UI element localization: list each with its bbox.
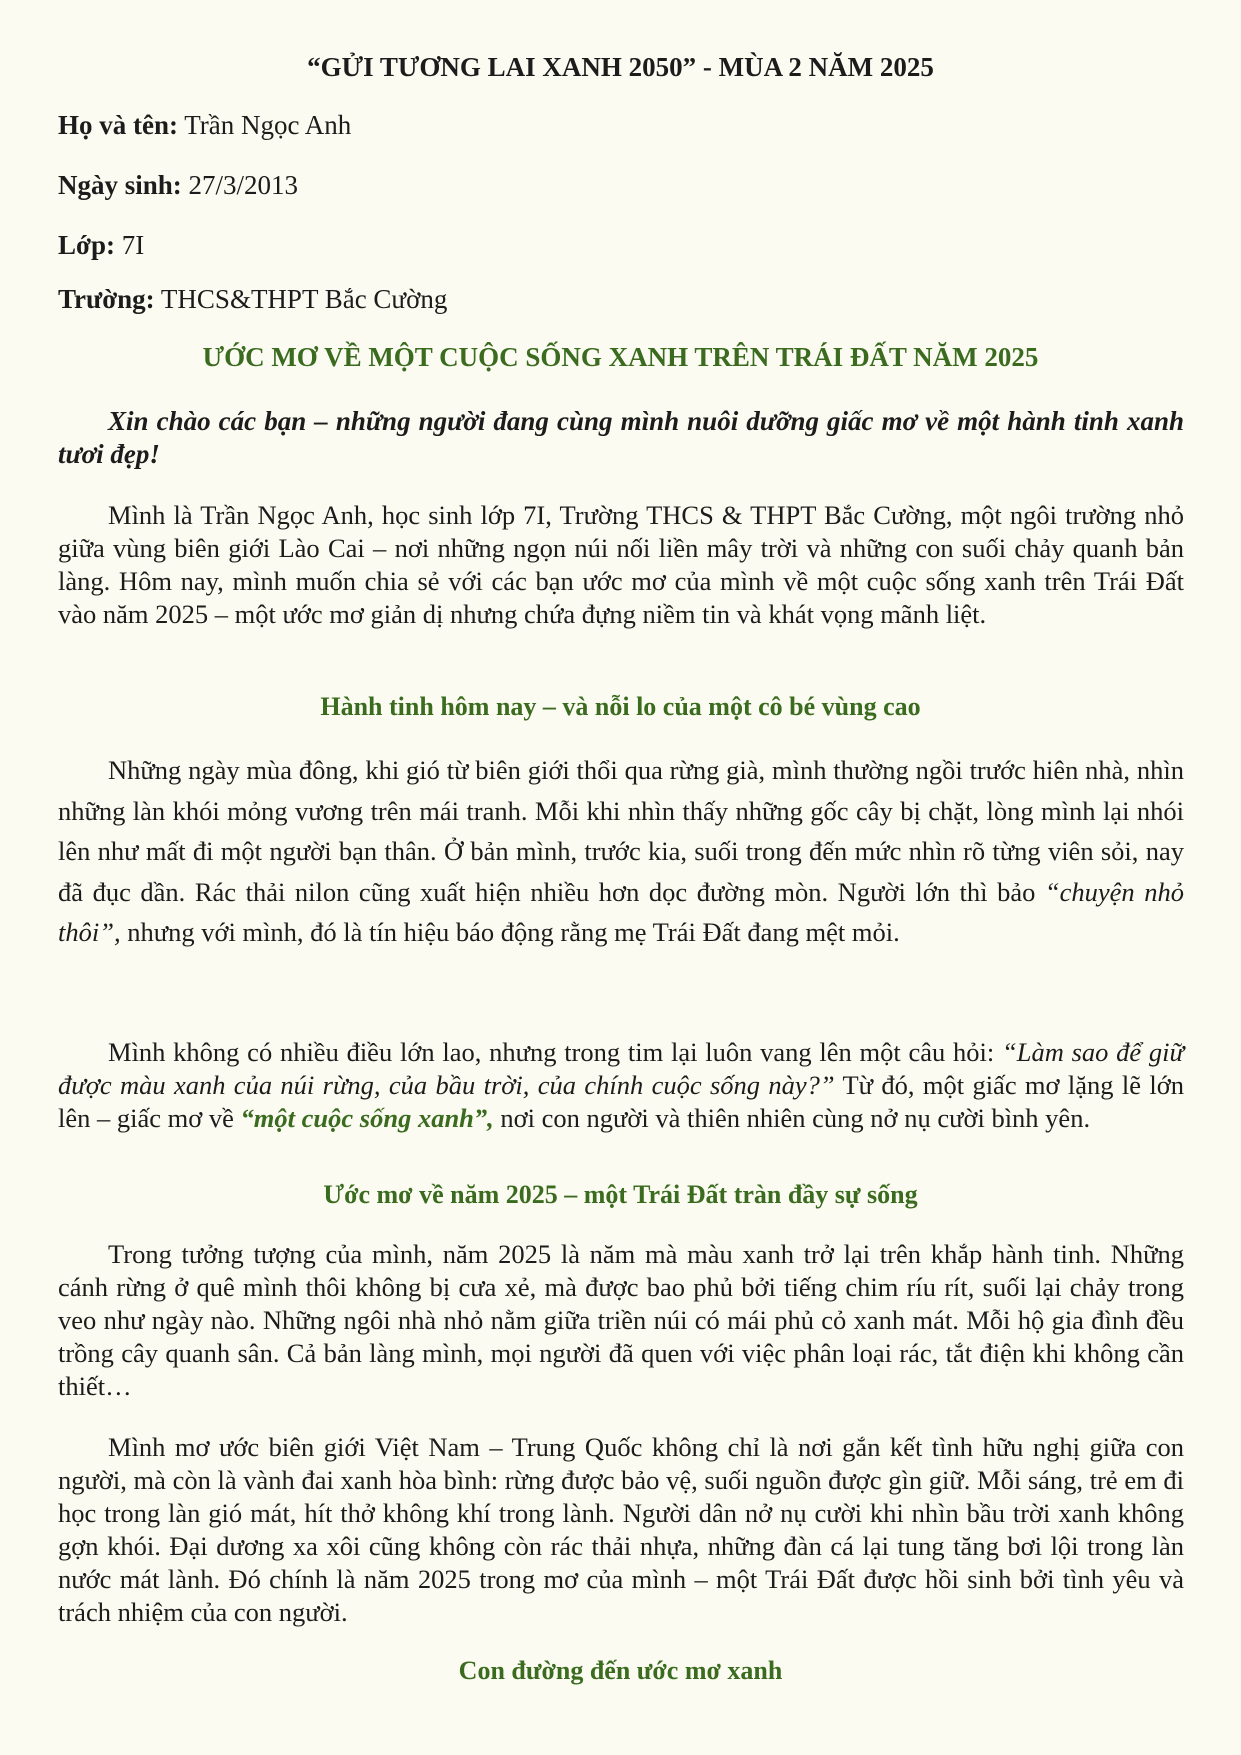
info-class [58, 230, 144, 261]
info-label: Họ và tên: [58, 110, 178, 140]
quote-text: “Làm sao để giữ được màu xanh của núi rừng, của bầu trời, của chính cuộc sống này?” [58, 1037, 1184, 1100]
text-run: nhưng với mình, đó là tín hiệu báo động rằng mẹ Trái Đất đang mệt mỏi. [120, 917, 900, 947]
info-value: 7I [121, 230, 145, 260]
info-birthdate [58, 170, 298, 201]
text-run: Từ đó, một giấc mơ lặng lẽ lớn lên – giấc mơ về [58, 1070, 1184, 1133]
section1-paragraph-1 [58, 750, 1184, 953]
text-run: Những ngày mùa đông, khi gió từ biên giới thổi qua rừng già, mình thường ngồi trước hiên nhà, nhìn những làn khói mỏng vương trên mái tranh. Mỗi khi nhìn thấy những gốc cây bị chặt, lòng mình lại nhói lên như mất đi một người bạn thân. Ở bản mình, trước kia, suối trong đến mức nhìn rõ từng viên sỏi, nay đã đục dần. Rác thải nilon cũng xuất hiện nhiều hơn dọc đường mòn. Người lớn thì bảo [58, 755, 1184, 907]
info-label: Trường: [58, 284, 155, 314]
info-school [58, 284, 447, 315]
page-title: “GỬI TƯƠNG LAI XANH 2050” - MÙA 2 NĂM 2025 [307, 52, 934, 82]
text-run: Mình không có nhiều điều lớn lao, nhưng trong tim lại luôn vang lên một câu hỏi: [108, 1037, 1002, 1067]
info-value: 27/3/2013 [188, 170, 299, 200]
main-heading: ƯỚC MƠ VỀ MỘT CUỘC SỐNG XANH TRÊN TRÁI ĐẤT NĂM 2025 [202, 342, 1039, 372]
section-heading-path: Con đường đến ước mơ xanh [458, 1656, 783, 1685]
green-emphasis-text: “một cuộc sống xanh”, [240, 1103, 494, 1133]
info-name [58, 110, 351, 141]
text-run: nơi con người và thiên nhiên cùng nở nụ cười bình yên. [493, 1103, 1091, 1133]
info-value: THCS&THPT Bắc Cường [160, 284, 448, 314]
section-heading-present: Hành tinh hôm nay – và nỗi lo của một cô bé vùng cao [320, 692, 921, 721]
section2-paragraph-2: Mình mơ ước biên giới Việt Nam – Trung Quốc không chỉ là nơi gắn kết tình hữu nghị giữa con người, mà còn là vành đai xanh hòa bình: rừng được bảo vệ, suối nguồn được gìn giữ. Mỗi sáng, trẻ em đi học trong làn gió mát, hít thở không khí trong lành. Người dân nở nụ cười khi nhìn bầu trời xanh không gợn khói. Đại dương xa xôi cũng không còn rác thải nhựa, những đàn cá lại tung tăng bơi lội trong làn nước mát lành. Đó chính là năm 2025 trong mơ của mình – một Trái Đất được hồi sinh bởi tình yêu và trách nhiệm của con người. [58, 1432, 1184, 1627]
section1-paragraph-2 [58, 1036, 1184, 1135]
info-label: Ngày sinh: [58, 170, 182, 200]
info-label: Lớp: [58, 230, 115, 260]
greeting-paragraph: Xin chào các bạn – những người đang cùng mình nuôi dưỡng giấc mơ về một hành tinh xanh tươi đẹp! [58, 406, 1184, 469]
section-heading-dream: Ước mơ về năm 2025 – một Trái Đất tràn đầy sự sống [323, 1180, 918, 1209]
quote-text: “chuyện nhỏ thôi”, [58, 876, 1184, 947]
intro-paragraph: Mình là Trần Ngọc Anh, học sinh lớp 7I, Trường THCS & THPT Bắc Cường, một ngôi trường nhỏ giữa vùng biên giới Lào Cai – nơi những ngọn núi nối liền mây trời và những con suối chảy quanh bản làng. Hôm nay, mình muốn chia sẻ với các bạn ước mơ của mình về một cuộc sống xanh trên Trái Đất vào năm 2025 – một ước mơ giản dị nhưng chứa đựng niềm tin và khát vọng mãnh liệt. [58, 500, 1184, 629]
info-value: Trần Ngọc Anh [184, 110, 352, 140]
section2-paragraph-1: Trong tưởng tượng của mình, năm 2025 là năm mà màu xanh trở lại trên khắp hành tinh. Những cánh rừng ở quê mình thôi không bị cưa xẻ, mà được bao phủ bởi tiếng chim ríu rít, suối lại chảy trong veo như ngày nào. Những ngôi nhà nhỏ nằm giữa triền núi có mái phủ cỏ xanh mát. Mỗi hộ gia đình đều trồng cây quanh sân. Cả bản làng mình, mọi người đã quen với việc phân loại rác, tắt điện khi không cần thiết… [58, 1239, 1184, 1401]
